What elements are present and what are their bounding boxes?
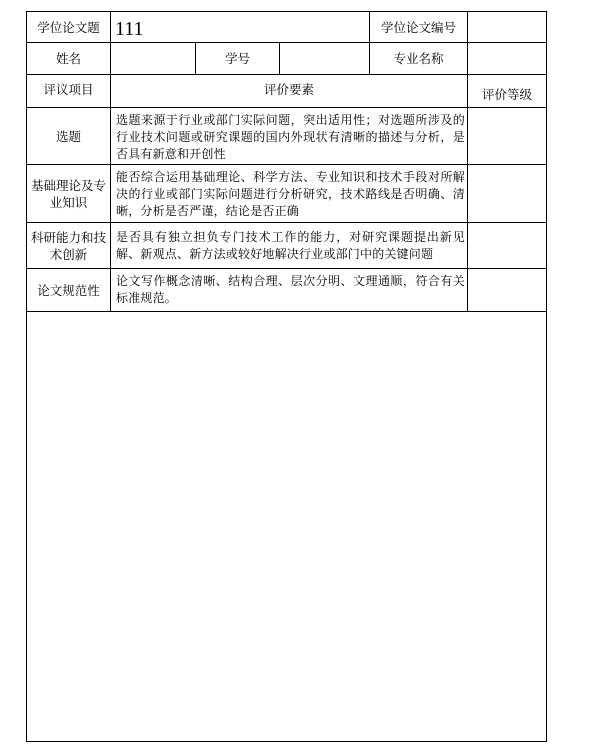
thesis-title-value[interactable]: 111 xyxy=(115,18,144,40)
criteria-research-innovation: 是否具有独立担负专门技术工作的能力，对研究课题提出新见解、新观点、新方法或较好地解决行业或部门中的关键问题 xyxy=(116,230,465,261)
name-label: 姓名 xyxy=(55,51,81,66)
item-thesis-standards: 论文规范性 xyxy=(37,282,100,298)
border-bottom xyxy=(26,741,547,742)
thesis-title-label: 学位论文题 xyxy=(37,19,100,35)
item-theory-knowledge: 基础理论及专业知识 xyxy=(30,177,106,210)
column-header-grade: 评价等级 xyxy=(481,86,532,102)
grade-field-research-innovation[interactable] xyxy=(468,223,546,268)
criteria-thesis-standards: 论文写作概念清晰、结构合理、层次分明、文理通顺，符合有关标准规范。 xyxy=(116,274,465,305)
criteria-theory-knowledge: 能否综合运用基础理论、科学方法、专业知识和技术手段对所解决的行业或部门实际问题进行分析研究，技术路线是否明确、清晰，分析是否严谨，结论是否正确 xyxy=(116,170,465,218)
thesis-number-label: 学位论文编号 xyxy=(380,19,456,35)
grade-field-topic-selection[interactable] xyxy=(468,108,546,164)
comments-area[interactable] xyxy=(27,312,546,741)
item-topic-selection: 选题 xyxy=(55,128,81,144)
major-label: 专业名称 xyxy=(393,51,444,66)
grade-field-theory-knowledge[interactable] xyxy=(468,165,546,222)
student-id-field[interactable] xyxy=(280,43,369,74)
name-field[interactable] xyxy=(111,43,195,74)
border-right xyxy=(546,11,547,742)
student-id-label: 学号 xyxy=(224,51,250,66)
column-header-criteria: 评价要素 xyxy=(263,81,314,97)
item-research-innovation: 科研能力和技术创新 xyxy=(30,229,106,262)
grade-field-thesis-standards[interactable] xyxy=(468,269,546,311)
thesis-number-field[interactable] xyxy=(468,12,546,42)
criteria-topic-selection: 选题来源于行业或部门实际问题，突出适用性；对选题所涉及的行业技术问题或研究课题的国内外现状有清晰的描述与分析，是否具有新意和开创性 xyxy=(116,113,465,161)
major-field[interactable] xyxy=(468,43,546,74)
column-header-item: 评议项目 xyxy=(43,81,94,97)
